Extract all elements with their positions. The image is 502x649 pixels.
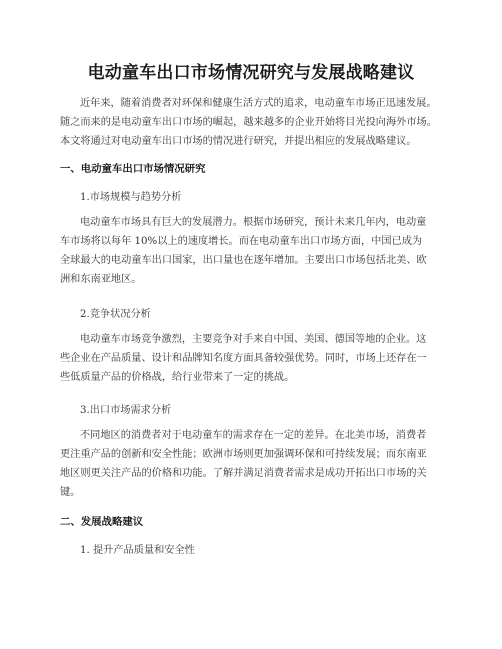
paragraph-line: 些企业在产品质量、设计和品牌知名度方面具备较强优势。同时，市场上还存在一 [60, 353, 427, 364]
subsection-heading-1-1: 1.市场规模与趋势分析 [80, 192, 182, 203]
paragraph-line: 车市场将以每年 10%以上的速度增长。而在电动童车出口市场方面，中国已成为 [60, 236, 423, 247]
section-heading-2: 二、发展战略建议 [60, 516, 144, 528]
paragraph-line: 地区则更关注产品的价格和功能。了解并满足消费者需求是成功开拓出口市场的关 [60, 468, 427, 479]
document-title: 电动童车出口市场情况研究与发展战略建议 [87, 63, 415, 83]
paragraph-line: 电动童车市场具有巨大的发展潜力。根据市场研究，预计未来几年内，电动童 [80, 217, 427, 228]
subsection-heading-1-2: 2.竞争状况分析 [80, 309, 151, 320]
intro-line: 本文将通过对电动童车出口市场的情况进行研究，并提出相应的发展战略建议。 [60, 136, 417, 147]
paragraph-line: 电动童车市场竞争激烈，主要竞争对手来自中国、美国、德国等地的企业。这 [80, 334, 427, 345]
subsection-heading-1-3: 3.出口市场需求分析 [80, 405, 172, 416]
intro-line: 随之而来的是电动童车出口市场的崛起，越来越多的企业开始将目光投向海外市场。 [60, 117, 437, 128]
intro-paragraph [60, 94, 445, 151]
paragraph-demand [60, 426, 445, 502]
subsection-heading-2-1: 1. 提升产品质量和安全性 [80, 545, 195, 556]
paragraph-line: 不同地区的消费者对于电动童车的需求存在一定的差异。在北美市场，消费者 [80, 430, 427, 441]
paragraph-line: 全球最大的电动童车出口国家，出口量也在逐年增加。主要出口市场包括北美、欧 [60, 255, 427, 266]
paragraph-line: 些低质量产品的价格战，给行业带来了一定的挑战。 [60, 372, 295, 383]
paragraph-line: 洲和东南亚地区。 [60, 274, 142, 285]
paragraph-competition [60, 330, 445, 387]
paragraph-line: 键。 [60, 487, 81, 498]
intro-line: 近年来，随着消费者对环保和健康生活方式的追求，电动童车市场正迅速发展。 [80, 98, 437, 109]
section-heading-1: 一、电动童车出口市场情况研究 [60, 163, 206, 175]
paragraph-market-size [60, 213, 445, 289]
paragraph-line: 更注重产品的创新和安全性能；欧洲市场则更加强调环保和可持续发展；而东南亚 [60, 449, 427, 460]
